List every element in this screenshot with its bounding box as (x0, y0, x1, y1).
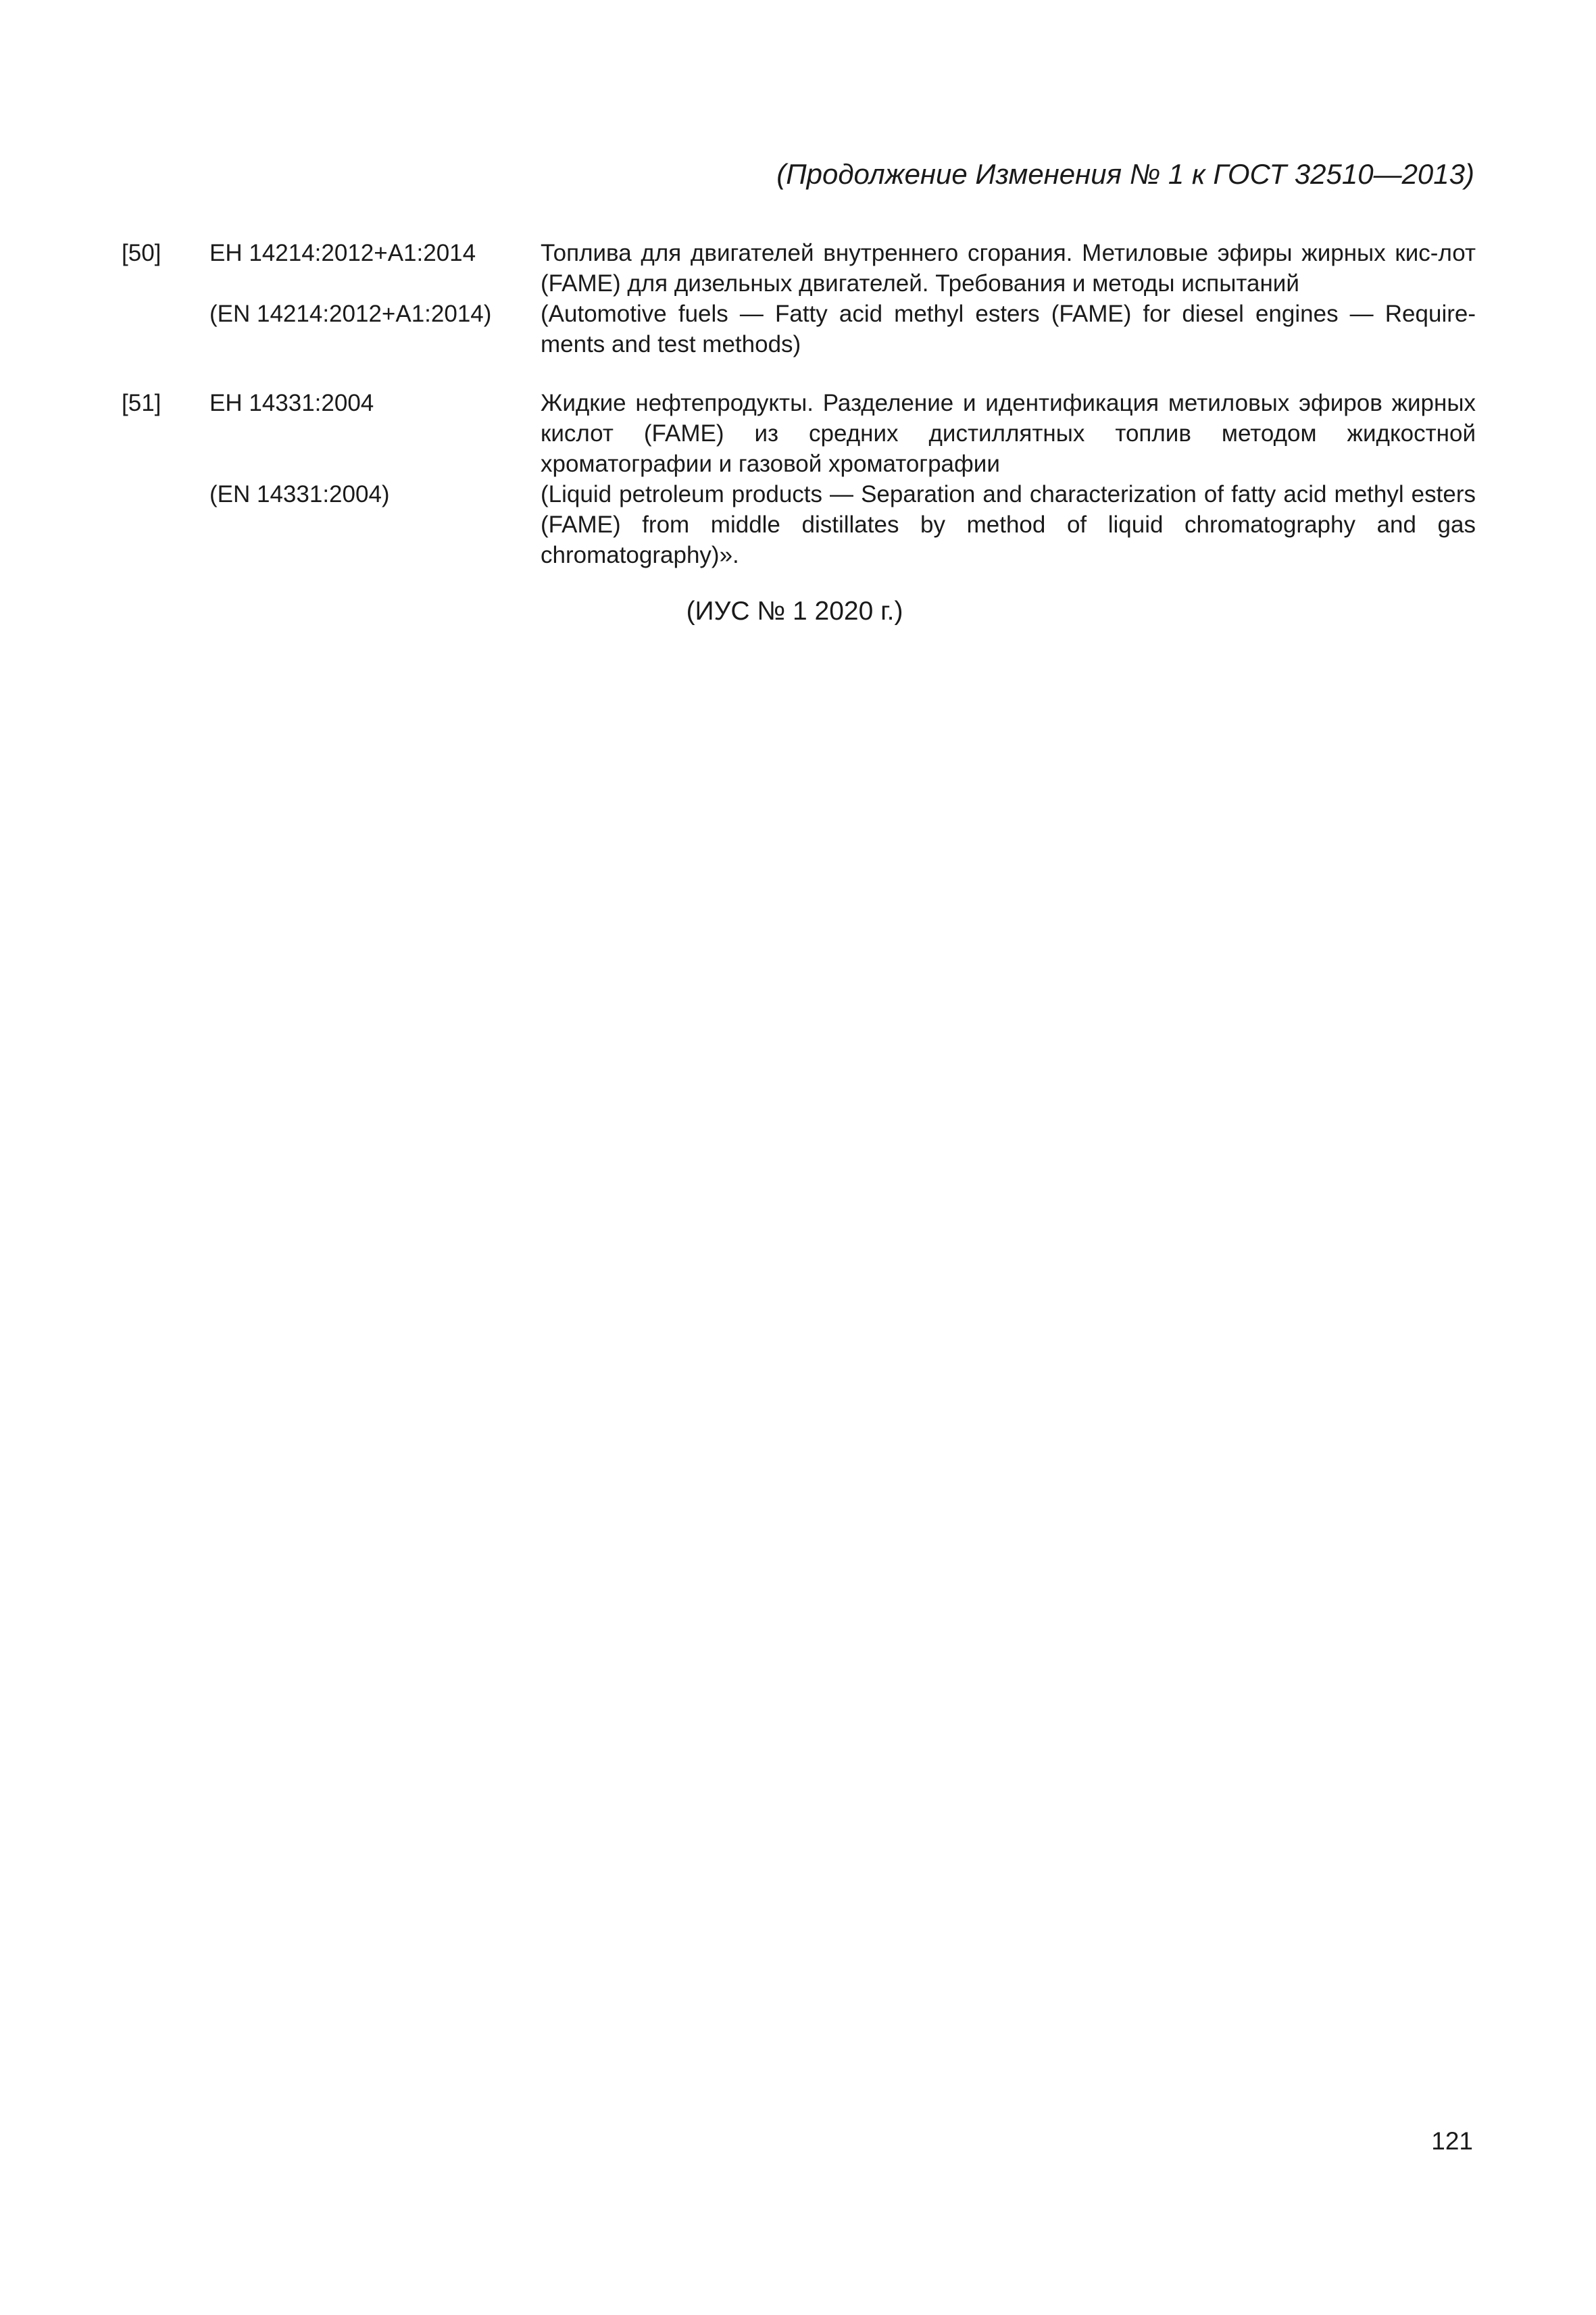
ref-title-ru: Топлива для двигателей внутреннего сгорания. Метиловые эфиры жирных кис-лот (FAME) для дизельных двигателей. Требования и методы испытаний (541, 240, 1476, 297)
ref-line-en (122, 479, 1476, 570)
ref-standard-en: (EN 14331:2004) (209, 481, 390, 507)
bibliography-list (122, 238, 1476, 599)
ref-number: [51] (122, 390, 161, 416)
ref-line-en (122, 299, 1476, 359)
ref-title-en: (Liquid petroleum products — Separation and characterization of fatty acid methyl esters (FAME) from middle distillates by method of liquid chromatography and gas chromatography)». (541, 481, 1476, 568)
page-number: 121 (1431, 2127, 1473, 2155)
ref-number: [50] (122, 240, 161, 266)
ref-line-ru (122, 238, 1476, 299)
bibliography-entry-50 (122, 238, 1476, 359)
ius-note (0, 595, 1596, 628)
continuation-header: (Продолжение Изменения № 1 к ГОСТ 32510—2013) (776, 158, 1474, 190)
bibliography-entry-51 (122, 388, 1476, 570)
ius-note-text: (ИУС № 1 2020 г.) (686, 597, 903, 626)
ref-title-en: (Automotive fuels — Fatty acid methyl esters (FAME) for diesel engines — Require-ments and test methods) (541, 301, 1476, 357)
ref-standard-ru: ЕН 14331:2004 (209, 390, 374, 416)
ref-line-ru (122, 388, 1476, 479)
ref-title-ru: Жидкие нефтепродукты. Разделение и идентификация метиловых эфиров жирных кислот (FAME) из средних дистиллятных топлив методом жидкостной хроматографии и газовой хроматографии (541, 390, 1476, 477)
ref-standard-ru: ЕН 14214:2012+А1:2014 (209, 240, 476, 266)
ref-standard-en: (EN 14214:2012+A1:2014) (209, 301, 492, 327)
